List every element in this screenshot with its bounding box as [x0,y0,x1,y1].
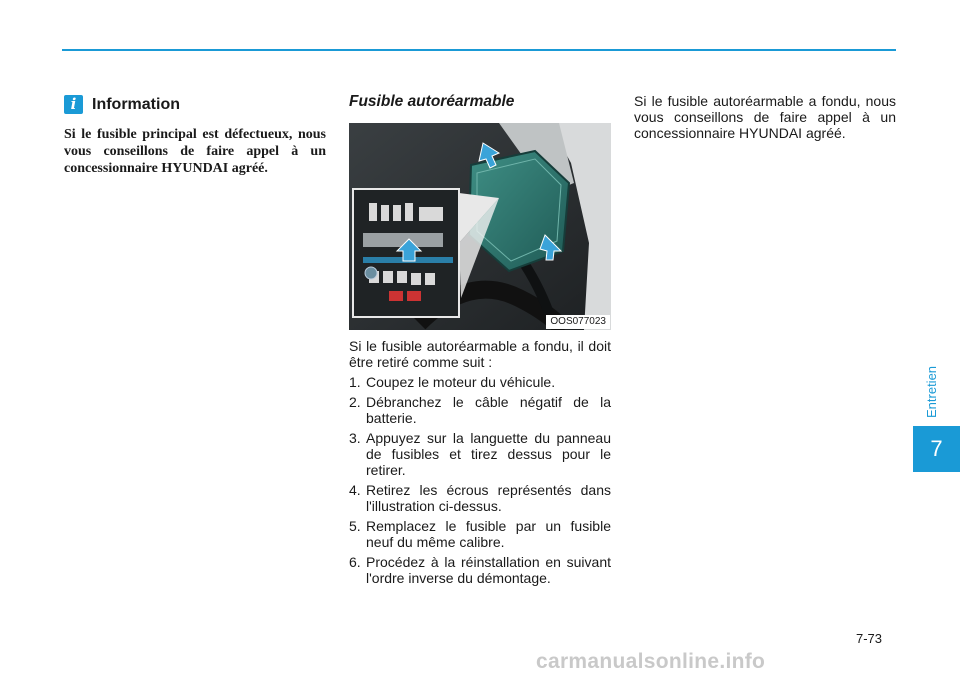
dealer-advice-text: Si le fusible autoréarmable a fondu, nous vous conseillons de faire appel à un concessionnaire HYUNDAI agréé. [634,93,896,141]
step-text: Coupez le moteur du véhicule. [366,374,556,390]
information-header [64,95,180,114]
step-number: 2. [349,394,361,410]
step-number: 6. [349,554,361,570]
procedure-intro: Si le fusible autoréarmable a fondu, il doit être retiré comme suit : [349,338,611,370]
step-text: Retirez les écrous représentés dans l'illustration ci-dessus. [366,482,611,514]
step-number: 3. [349,430,361,446]
step-text: Débranchez le câble négatif de la batterie. [366,394,611,426]
step-number: 1. [349,374,361,390]
step-text: Remplacez le fusible par un fusible neuf du même calibre. [366,518,611,550]
procedure-step [349,430,611,478]
step-number: 5. [349,518,361,534]
procedure-step [349,394,611,426]
page-number: 7-73 [856,631,883,646]
top-divider [62,49,896,51]
procedure-steps [349,374,611,586]
fuse-box-photo [349,123,611,330]
step-number: 4. [349,482,361,498]
procedure-step [349,518,611,550]
engine-bay-illustration [349,123,611,330]
chapter-label: Entretien [924,365,939,419]
info-icon: i [64,95,83,114]
information-title: Information [92,95,180,113]
procedure-step [349,482,611,514]
procedure-step [349,554,611,586]
procedure-step [349,374,611,390]
step-text: Appuyez sur la languette du panneau de fusibles et tirez dessus pour le retirer. [366,430,611,478]
section-title: Fusible autoréarmable [349,93,515,110]
site-watermark: carmanualsonline.info [536,650,766,673]
information-body: Si le fusible principal est défectueux, nous vous conseillons de faire appel à un concessionnaire HYUNDAI agréé. [64,127,326,176]
procedure-text [349,338,611,590]
image-reference-code: OOS077023 [546,315,610,329]
step-text: Procédez à la réinstallation en suivant l'ordre inverse du démontage. [366,554,611,586]
chapter-number-tab: 7 [913,426,960,472]
